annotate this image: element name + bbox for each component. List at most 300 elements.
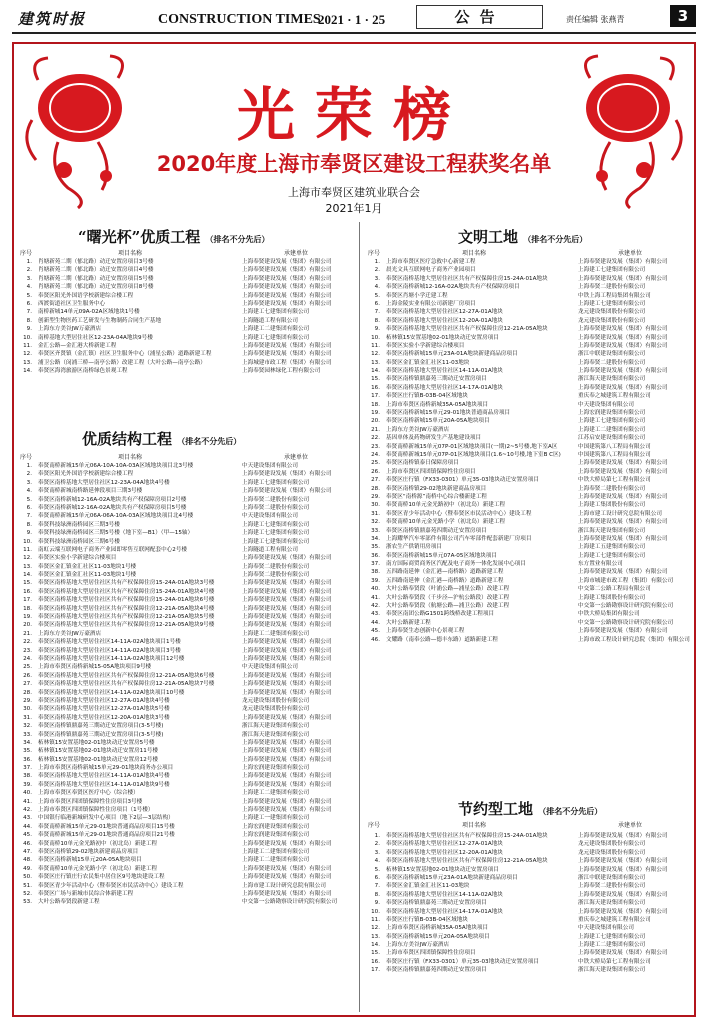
project-name: 奉贤区南桥新城15单元23A-01A地块新建商品房项目 [386, 874, 518, 881]
project-name: 奉贤区“南桥源”南桥中心综合楼新建工程 [386, 493, 487, 500]
table-row [366, 317, 692, 325]
row-number: 20. [23, 622, 32, 629]
row-number: 8. [374, 317, 380, 324]
contractor-name: 上海奉贤二建股份有限公司 [242, 572, 310, 579]
project-name: 奉贤区南桥新城15单元20A-05A地块项目 [38, 857, 142, 864]
table-row [18, 487, 354, 495]
project-name: 奉贤区南桥基地大型居住社区12-27A-01A地块4号楼 [38, 697, 170, 704]
table-row [18, 680, 354, 688]
contractor-name: 重庆奉之城建筑工程有限公司 [578, 916, 651, 923]
table-row [366, 908, 692, 916]
table-row [18, 605, 354, 613]
project-name: 上海市奉贤区四团镇保障性住房项目3号楼 [38, 798, 143, 805]
issuing-organization: 上海市奉贤区建筑业联合会 [288, 186, 420, 199]
table-row [18, 781, 354, 789]
row-number: 18. [23, 605, 32, 612]
row-number: 6. [26, 504, 32, 511]
contractor-name: 上海建工二建集团有限公司 [578, 942, 646, 949]
table-row [18, 647, 354, 655]
table-row [366, 568, 692, 576]
contractor-name: 中交第一公路勘察设计研究院有限公司 [578, 619, 674, 626]
contractor-name: 中铁大桥局第七工程有限公司 [578, 958, 651, 965]
row-number: 14. [371, 942, 380, 949]
project-name: 上海东方美谷JW万豪酒店 [386, 942, 450, 949]
row-number: 24. [23, 655, 32, 662]
table-row [18, 258, 354, 266]
contractor-name: 上海奉贤建设发展（集团）有限公司 [578, 569, 668, 576]
contractor-name: 上海奉贤建设发展（集团）有限公司 [578, 460, 668, 467]
table-row [18, 579, 354, 587]
row-number: 5. [374, 292, 380, 299]
contractor-name: 上海奉贤二建股份有限公司 [242, 504, 310, 511]
project-name: 柘林镇15安置基地02-01地块动迁安置房5号楼 [38, 739, 155, 746]
contractor-name: 上海奉贤建设发展（集团）有限公司 [242, 639, 332, 646]
table-row [366, 258, 692, 266]
row-number: 14. [23, 572, 32, 579]
row-number: 7. [26, 513, 32, 520]
row-number: 23. [23, 647, 32, 654]
contractor-name: 上海市建工设计研究总院有限公司 [578, 510, 662, 517]
contractor-name: 上海奉贤建设发展（集团）有限公司 [578, 866, 668, 873]
contractor-name: 上海奉贤建设发展（集团）有限公司 [578, 628, 668, 635]
contractor-name: 上海奉贤建设发展（集团）有限公司 [242, 756, 332, 763]
project-name: 奉贤南桥新城15单元06A-06A-10A-03A区域地块项目北4号楼 [38, 513, 194, 520]
project-name: 奉贤区南桥新城15单元29-01地块普通商品房项目 [386, 410, 511, 417]
table-row [366, 459, 692, 467]
row-number: 2. [374, 267, 380, 274]
table-row [366, 392, 692, 400]
row-number: 13. [23, 563, 32, 570]
project-name: 柘林镇15安置基地02-01地块动迁安置房12号楼 [38, 756, 158, 763]
row-number: 31. [371, 510, 380, 517]
project-name: 上海东方美谷JW万豪酒店 [38, 326, 102, 333]
contractor-name: 上海奉贤建设发展（集团）有限公司 [242, 748, 332, 755]
project-name: 奉贤区南桥基地大型居住社区14-11A-02A地块项目10号楼 [38, 689, 185, 696]
table-row [366, 636, 692, 644]
project-name: 奉贤区南桥基地大型居住社区共有产权保障住房15-24A-01A地块3号楼 [38, 580, 215, 587]
row-number: 30. [23, 706, 32, 713]
contractor-name: 上海奉贤建设发展（集团）有限公司 [242, 622, 332, 629]
row-number: 10. [371, 334, 380, 341]
contractor-name: 上海奉贤二建股份有限公司 [578, 284, 646, 291]
row-number: 5. [26, 496, 32, 503]
row-number: 23. [371, 443, 380, 450]
section-title-wenming: 文明工地 （排名不分先后） [458, 228, 588, 246]
row-number: 27. [371, 477, 380, 484]
row-number: 16. [371, 384, 380, 391]
contractor-name: 上海建工七建集团有限公司 [242, 538, 310, 545]
project-name: 奉贤区南桥镇鼎嘉苑三期动迁安置房项目 [386, 376, 487, 383]
contractor-name: 上海宏润建设集团有限公司 [242, 765, 310, 772]
contractor-name: 上海奉贤二建股份有限公司 [578, 359, 646, 366]
row-number: 49. [23, 865, 32, 872]
contractor-name: 上海奉贤建设发展（集团）有限公司 [578, 259, 668, 265]
contractor-name: 上海奉贤建设发展（集团）有限公司 [242, 292, 332, 299]
project-name: 中国银行临港新城研发中心项目（地下2层—3层结构） [38, 815, 174, 822]
table-row [18, 663, 354, 671]
row-number: 9. [374, 326, 380, 333]
table-row [366, 426, 692, 434]
contractor-name: 中天建设集团有限公司 [578, 925, 634, 932]
table-row [18, 342, 354, 350]
project-name: 奉贤南桥新城15单元06A-10A-10A-03A区域地块项目北3号楼 [38, 463, 194, 469]
project-name: 奉贤区青少年活动中心（暨奉贤区市民活动中心）建设工程 [38, 882, 184, 889]
contractor-name: 中天建设集团有限公司 [242, 463, 298, 469]
project-name: 奉贤区南桥新城12-16A-02A地块共有产权保障房项目2号楼 [38, 496, 187, 503]
newspaper-title: CONSTRUCTION TIMES [158, 12, 321, 27]
table-row [366, 443, 692, 451]
contractor-name: 上海奉贤建设发展（集团）有限公司 [242, 647, 332, 654]
table-row [366, 916, 692, 924]
row-number: 12. [23, 555, 32, 562]
project-name: 奉贤区南桥基地大型居住社区14-11A-02A地块项目3号楼 [38, 647, 181, 654]
row-number: 47. [23, 848, 32, 855]
table-row [18, 613, 354, 621]
table-row [18, 479, 354, 487]
row-number: 11. [23, 342, 32, 349]
table-row [366, 510, 692, 518]
table-header-jieyue: 序号 项目名称 承建单位 [368, 822, 643, 829]
table-row [18, 266, 354, 274]
contractor-name: 上海奉贤建设发展（集团）有限公司 [242, 840, 332, 847]
masthead-rule [12, 32, 696, 34]
table-row [18, 470, 354, 478]
row-number: 16. [23, 588, 32, 595]
contractor-name: 上海奉贤建设发展（集团）有限公司 [242, 890, 332, 897]
row-number: 9. [374, 900, 380, 907]
row-number: 44. [23, 823, 32, 830]
project-name: 柘林镇15安置基地02-01地块动迁安置房11号楼 [38, 748, 158, 755]
project-name: 肖塘新苑二期（郁北路）动迁安置房项目8号楼 [38, 284, 154, 291]
contractor-name: 上海奉贤建设发展（集团）有限公司 [242, 714, 332, 721]
row-number: 27. [23, 681, 32, 688]
row-number: 15. [371, 950, 380, 957]
table-row [18, 789, 354, 797]
row-number: 41. [23, 798, 32, 805]
contractor-name: 上海奉贤建设发展（集团）有限公司 [578, 334, 668, 341]
contractor-name: 上海奉贤建设发展（集团）有限公司 [242, 267, 332, 274]
row-number: 22. [23, 639, 32, 646]
project-name: 浙农生产供销用房项目 [386, 544, 442, 551]
contractor-name: 上海奉贤建设发展（集团）有限公司 [242, 275, 332, 282]
project-name: 上海市奉贤区南桥新城35A-05A地块项目 [386, 925, 489, 932]
table-row [366, 594, 692, 602]
contractor-name: 上海建工二建集团有限公司 [242, 326, 310, 333]
contractor-name: 上海建工七建集团有限公司 [578, 418, 646, 425]
project-name: 奉贤区庄行镇庄行农民集中居住区9号地块建设工程 [38, 874, 165, 881]
table-row [366, 899, 692, 907]
column-divider [359, 222, 360, 1012]
row-number: 7. [374, 309, 380, 316]
table-row [366, 832, 692, 840]
table-row [366, 300, 692, 308]
table-row [18, 764, 354, 772]
table-row [18, 308, 354, 316]
row-number: 41. [371, 594, 380, 601]
contractor-name: 上海奉贤建设发展（集团）有限公司 [242, 300, 332, 307]
table-row [366, 266, 692, 274]
contractor-name: 上海建工七建集团有限公司 [242, 530, 310, 537]
row-number: 16. [371, 958, 380, 965]
row-number: 33. [23, 731, 32, 738]
project-name: 奉贤区金汇镇金汇社区11-03地块1号楼 [38, 563, 137, 570]
table-row [18, 596, 354, 604]
row-number: 1. [26, 259, 32, 265]
row-number: 6. [26, 300, 32, 307]
contractor-name: 上海奉贤园林绿化工程有限公司 [242, 368, 321, 375]
contractor-name: 上海奉贤建设发展（集团）有限公司 [242, 807, 332, 814]
project-name: 大叶公路奉贤段新建工程 [38, 899, 100, 906]
table-row [18, 898, 354, 906]
table-row [366, 417, 692, 425]
table-row [366, 933, 692, 941]
contractor-name: 上海奉贤建设发展（集团）有限公司 [578, 384, 668, 391]
contractor-name: 上海奉贤建设发展（集团）有限公司 [578, 833, 668, 839]
row-number: 37. [23, 765, 32, 772]
project-name: 奉贤区南桥镇鼎嘉苑三期动迁安置房项目 [386, 900, 487, 907]
project-name: 柘林镇15安置基地02-01地块动迁安置房项目 [386, 334, 499, 341]
project-name: 大叶公路奉贤段（叶浦公路—浦星公路）改建工程 [386, 586, 510, 593]
contractor-name: 中天建设集团有限公司 [242, 664, 298, 671]
contractor-name: 上海奉贤建设发展（集团）有限公司 [578, 891, 668, 898]
row-number: 13. [23, 359, 32, 366]
contractor-name: 东方置业有限公司 [578, 561, 623, 568]
row-number: 33. [371, 527, 380, 534]
section-title-youzhi: 优质结构工程 （排名不分先后） [82, 430, 242, 448]
table-row [366, 476, 692, 484]
table-row [18, 529, 354, 537]
contractor-name: 浙江海天建设集团有限公司 [578, 376, 646, 383]
issue-month: 2021年1月 [325, 202, 383, 215]
row-number: 4. [374, 858, 380, 865]
row-number: 38. [23, 773, 32, 780]
table-row [366, 493, 692, 501]
row-number: 3. [374, 275, 380, 282]
project-name: 奉贤科技绿洲南桥园区三期3号楼 [38, 521, 120, 528]
contractor-name: 上海建工七建集团有限公司 [242, 479, 310, 486]
row-number: 17. [371, 393, 380, 400]
contractor-name: 上海奉贤建设发展（集团）有限公司 [242, 874, 332, 881]
row-number: 45. [23, 832, 32, 839]
honor-roll-title: 光荣榜 [236, 81, 471, 149]
table-row [18, 689, 354, 697]
row-number: 4. [374, 284, 380, 291]
project-name: 奉贤南桥新城15单元07P-01区域地块项目(1.6~10号楼,地下室B C区) [386, 451, 561, 458]
row-number: 9. [26, 530, 32, 537]
contractor-name: 中交第一公路勘察设计研究院有限公司 [242, 899, 338, 906]
table-row [18, 334, 354, 342]
table-row [18, 317, 354, 325]
project-name: 奉贤区南桥基地大型居住社区共有产权保障住房12-21A-05A地块6号楼 [38, 672, 215, 679]
table-row [18, 806, 354, 814]
row-number: 19. [371, 410, 380, 417]
contractor-name: 上海建工二建集团有限公司 [242, 857, 310, 864]
contractor-name: 上海建工二建集团有限公司 [242, 790, 310, 797]
contractor-name: 上海建工七建集团有限公司 [242, 521, 310, 528]
contractor-name: 上海建工七建集团有限公司 [578, 300, 646, 307]
row-number: 48. [23, 857, 32, 864]
contractor-name: 上海奉贤建设发展（集团）有限公司 [242, 471, 332, 478]
contractor-name: 上海奉贤建设发展（集团）有限公司 [242, 672, 332, 679]
table-row [366, 602, 692, 610]
table-row [366, 468, 692, 476]
row-number: 17. [371, 967, 380, 974]
table-row [366, 342, 692, 350]
project-name: 奉贤区南桥基地大型居住社区12-27A-01A地块 [386, 309, 503, 316]
row-number: 1. [374, 833, 380, 839]
table-row [18, 731, 354, 739]
contractor-name: 上海奉贤建设发展（集团）有限公司 [242, 655, 332, 662]
contractor-name: 上海建工二建集团有限公司 [578, 426, 646, 433]
table-row [366, 866, 692, 874]
table-row [18, 848, 354, 856]
table-row [18, 283, 354, 291]
table-row [18, 292, 354, 300]
project-name: 奉贤区南桥基地大型居住社区14-11A-02A地块项目1号楼 [38, 639, 181, 646]
table-row [366, 350, 692, 358]
table-row [18, 350, 354, 358]
project-name: 奉贤区广场与新城市民综合体新建工程 [38, 890, 134, 897]
table-row [18, 865, 354, 873]
table-row [18, 856, 354, 864]
project-name: 奉贤区庄行镇（FX33-0301）单元35-03地块动迁安置房项目 [386, 958, 539, 965]
project-name: 上海奉贤生态创新中心景观工程 [386, 628, 465, 635]
table-row [18, 722, 354, 730]
table-row [366, 874, 692, 882]
contractor-name: 上海奉贤建设发展（集团）有限公司 [578, 908, 668, 915]
contractor-name: 中国建筑第八工程局有限公司 [578, 451, 651, 458]
contractor-name: 上海市政工程设计研究总院（集团）有限公司 [578, 636, 690, 643]
row-number: 42. [371, 603, 380, 610]
table-row [18, 275, 354, 283]
row-number: 31. [23, 714, 32, 721]
project-name: 奉贤南桥10单元金光路小学（初北岛）新建工程 [38, 865, 157, 872]
project-name: 奉贤南桥10单元金光路初中（初北岛）新建工程 [38, 840, 157, 847]
contractor-name: 浙江海天建设集团有限公司 [578, 967, 646, 974]
project-name: 奉贤区阳光外国语学校新建综合楼工程 [38, 471, 134, 478]
project-name: 奉贤区南桥基地大型居住社区共有产权保障住房15-24A-01A地块 [386, 275, 548, 282]
project-name: 奉贤区南桥镇29-02地块新建商品房项目 [386, 485, 487, 492]
project-name: 上海金陵实业有限公司新建厂房项目 [386, 300, 476, 307]
project-name: 奉贤区南桥基地大型居住社区共有产权保障住房15-24A-01A地块4号楼 [38, 588, 215, 595]
row-number: 37. [371, 561, 380, 568]
project-name: 奉贤区南桥新城15单元23A-01A地块新建商品房项目 [386, 351, 518, 358]
project-name: 奉贤区南团公路G1501跨线桥改建工程项目 [386, 611, 495, 618]
table-shuguang [18, 258, 354, 375]
row-number: 11. [371, 916, 380, 923]
project-name: 奉贤区南桥镇泰日保障房项目 [386, 460, 459, 467]
project-name: 奉贤区庄行镇B-03B-04区域地块 [386, 393, 468, 400]
contractor-name: 上海奉贤建设发展（集团）有限公司 [242, 614, 332, 621]
table-row [18, 798, 354, 806]
table-row [18, 630, 354, 638]
contractor-name: 上海奉贤二建股份有限公司 [578, 485, 646, 492]
table-row [366, 501, 692, 509]
project-name: 奉贤区阳光外国语学校新建综合楼工程 [38, 292, 134, 299]
row-number: 3. [374, 849, 380, 856]
project-name: 上海东方美谷JW万豪酒店 [386, 426, 450, 433]
contractor-name: 中铁大桥局第七工程有限公司 [578, 477, 651, 484]
project-name: 五四路南延伸（金汇港—南桥路）道路新建工程 [386, 569, 504, 576]
table-row [18, 554, 354, 562]
table-row [18, 655, 354, 663]
contractor-name: 中天建设集团有限公司 [242, 513, 298, 520]
project-name: 肖塘新苑二期（郁北路）动迁安置房项目5号楼 [38, 275, 154, 282]
contractor-name: 上海奉贤建设发展（集团）有限公司 [242, 781, 332, 788]
table-row [366, 401, 692, 409]
row-number: 39. [371, 577, 380, 584]
project-name: 奉贤区金汇镇金汇社区11-03地块 [386, 883, 470, 890]
table-row [18, 840, 354, 848]
row-number: 6. [374, 300, 380, 307]
table-row [18, 504, 354, 512]
project-name: 上海市奉贤区南桥新城35A-05A地块项目 [386, 401, 489, 408]
editor-credit: 责任编辑 张燕青 [566, 15, 625, 24]
row-number: 8. [374, 891, 380, 898]
project-name: 奉贤区南桥基地大型居住社区共有产权保障住房15-24A-01A地块6号楼 [38, 597, 215, 604]
row-number: 21. [23, 630, 32, 637]
table-header-shuguang: 序号 项目名称 承建单位 [20, 250, 309, 257]
table-row [18, 300, 354, 308]
table-row [366, 275, 692, 283]
project-name: 奉贤区庄行镇B-03B-04区域地块 [386, 916, 468, 923]
row-number: 15. [371, 376, 380, 383]
project-name: 奉贤区实验小学新建综合楼项目 [386, 342, 465, 349]
row-number: 29. [23, 697, 32, 704]
contractor-name: 上海建工七建集团有限公司 [242, 334, 310, 341]
contractor-name: 上海奉贤建设发展（集团）有限公司 [242, 555, 332, 562]
row-number: 13. [371, 933, 380, 940]
contractor-name: 中铁上海工程局集团有限公司 [578, 292, 651, 299]
contractor-name: 上海奉贤建设发展（集团）有限公司 [242, 739, 332, 746]
row-number: 11. [23, 546, 32, 553]
row-number: 9. [26, 326, 32, 333]
section-label: 公告 [416, 5, 543, 29]
contractor-name: 上海奉贤建设发展（集团）有限公司 [578, 493, 668, 500]
row-number: 35. [23, 748, 32, 755]
table-row [18, 521, 354, 529]
row-number: 3. [26, 479, 32, 486]
contractor-name: 上海奉贤建设发展（集团）有限公司 [242, 798, 332, 805]
project-name: 奉贤南桥10单元金光路小学（初北岛）新建工程 [386, 519, 505, 526]
contractor-name: 上海奉贤建设发展（集团）有限公司 [242, 597, 332, 604]
table-row [18, 571, 354, 579]
project-name: 上海市奉贤区奉贤区医疗中心（综合楼） [38, 790, 139, 797]
project-name: 奉贤区南桥镇29-02地块新建商品房项目 [38, 848, 139, 855]
row-number: 46. [23, 840, 32, 847]
row-number: 17. [23, 597, 32, 604]
table-row [366, 543, 692, 551]
table-row [18, 814, 354, 822]
project-name: 奉贤区南桥镇鼎嘉苑四期动迁安置房项目 [386, 527, 487, 534]
row-number: 10. [23, 334, 32, 341]
project-name: 奉贤区南桥新城15单元07A-05区域地块项目 [386, 552, 497, 559]
row-number: 6. [374, 874, 380, 881]
project-name: 肖塘新苑二期（郁北路）动迁安置房项目3号楼 [38, 259, 154, 265]
project-name: 大叶公路奉贤段（航塘公路—浦卫公路）改建工程 [386, 603, 510, 610]
contractor-name: 中交第一公路勘察设计研究院有限公司 [578, 603, 674, 610]
contractor-name: 中天建设集团有限公司 [578, 401, 634, 408]
project-name: 奉贤区南桥基地大型居住社区14-11A-02A地块 [386, 891, 503, 898]
project-name: 南虹云端互联网电子商务产业园即零售互联网配套中心2号楼 [38, 546, 187, 553]
contractor-name: 浙江海天建设集团有限公司 [578, 900, 646, 907]
project-name: 大叶公路奉贤段（千步泾—沪杭公路段）改建工程 [386, 594, 510, 601]
table-row [18, 705, 354, 713]
table-wenming [366, 258, 692, 644]
contractor-name: 上海奉贤建设发展（集团）有限公司 [578, 950, 668, 957]
table-row [366, 849, 692, 857]
project-name: 奉贤南桥10单元金光路初中（初北岛）新建工程 [386, 502, 505, 509]
